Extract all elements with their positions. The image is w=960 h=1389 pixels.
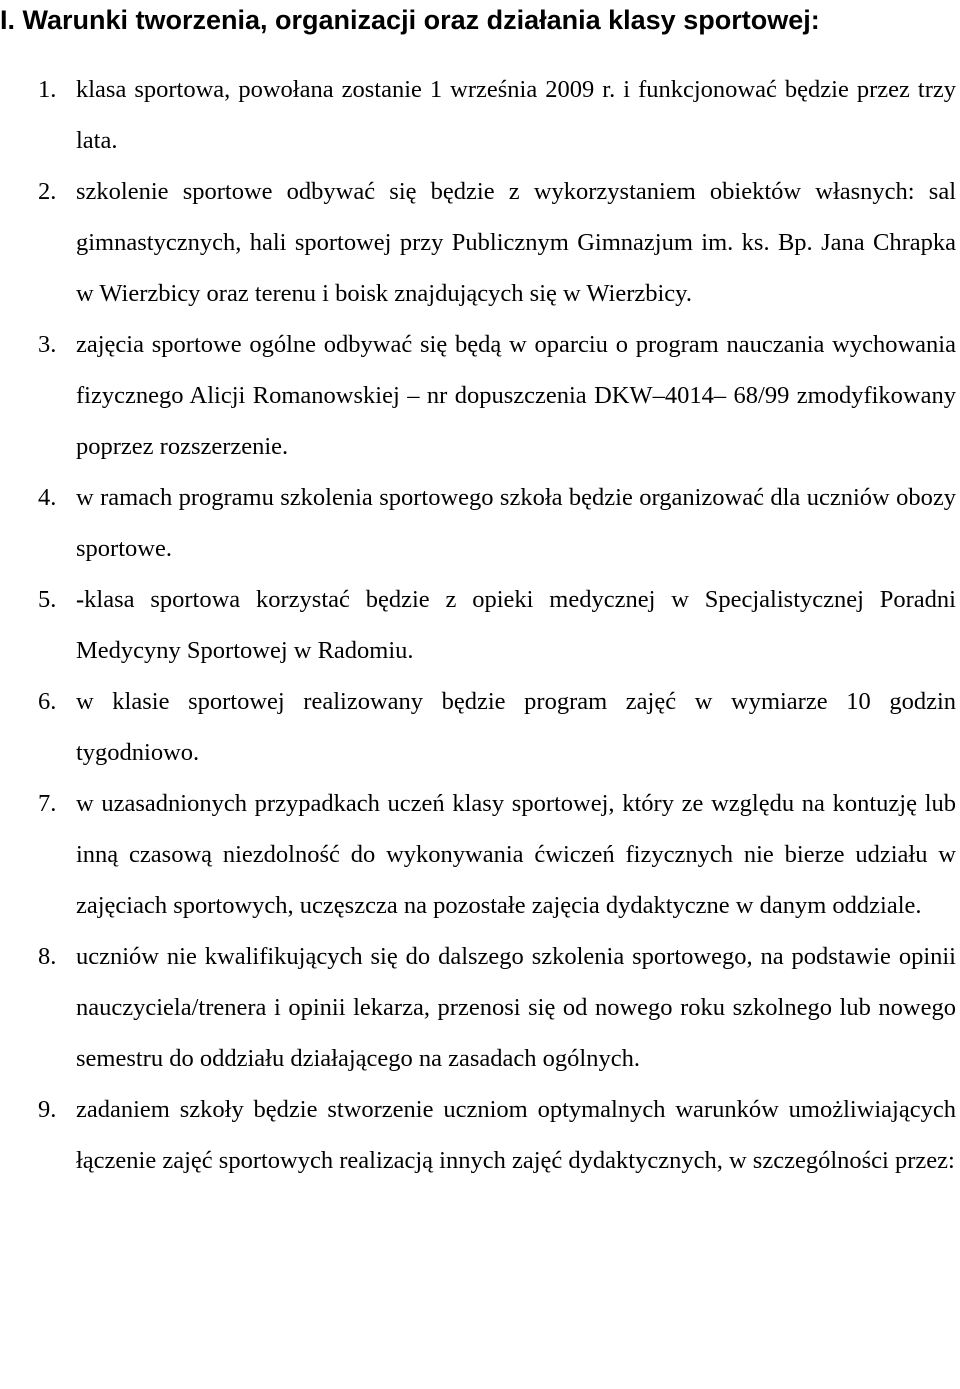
- list-item: [0, 319, 960, 472]
- list-item-text: zajęcia sportowe ogólne odbywać się będą w oparciu o program nauczania wychowania fizycznego Alicji Romanowskiej – nr dopuszczenia DKW–4014– 68/99 zmodyfikowany poprzez rozszerzenie.: [76, 331, 956, 460]
- list-item: [0, 472, 960, 574]
- list-item-text: w klasie sportowej realizowany będzie program zajęć w wymiarze 10 godzin tygodniowo.: [76, 688, 956, 766]
- list-item-number: 4.: [38, 484, 57, 511]
- list-item-text: klasa sportowa korzystać będzie z opieki medycznej w Specjalistycznej Poradni Medycyny Sportowej w Radomiu.: [76, 586, 956, 664]
- list-item-text: uczniów nie kwalifikujących się do dalszego szkolenia sportowego, na podstawie opinii nauczyciela/trenera i opinii lekarza, przenosi się od nowego roku szkolnego lub nowego semestru do oddziału działającego na zasadach ogólnych.: [76, 943, 956, 1072]
- list-item-number: 1.: [38, 76, 57, 103]
- list-item-number: 5.: [38, 586, 57, 613]
- list-item-number: 9.: [38, 1096, 57, 1123]
- list-item-number: 3.: [38, 331, 57, 358]
- list-item-number: 2.: [38, 178, 57, 205]
- list-item-number: 8.: [38, 943, 57, 970]
- list-item: [0, 778, 960, 931]
- list-item-number: 6.: [38, 688, 57, 715]
- list-item: [0, 676, 960, 778]
- list-item: [0, 64, 960, 166]
- list-item-text: w ramach programu szkolenia sportowego szkoła będzie organizować dla uczniów obozy sportowe.: [76, 484, 956, 562]
- conditions-list: [0, 64, 960, 1186]
- list-item-text: w uzasadnionych przypadkach uczeń klasy sportowej, który ze względu na kontuzję lub inną czasową niezdolność do wykonywania ćwiczeń fizycznych nie bierze udziału w zajęciach sportowych, uczęszcza na pozostałe zajęcia dydaktyczne w danym oddziale.: [76, 790, 956, 919]
- list-item-text: zadaniem szkoły będzie stworzenie uczniom optymalnych warunków umożliwiających łączenie zajęć sportowych realizacją innych zajęć dydaktycznych, w szczególności przez:: [76, 1096, 956, 1174]
- list-item: [0, 1084, 960, 1186]
- list-item-text: szkolenie sportowe odbywać się będzie z wykorzystaniem obiektów własnych: sal gimnastycznych, hali sportowej przy Publicznym Gimnazjum im. ks. Bp. Jana Chrapka w Wierzbicy oraz terenu i boisk znajdujących się w Wierzbicy.: [76, 178, 956, 307]
- list-item-dash: -: [76, 586, 85, 613]
- list-item-text: klasa sportowa, powołana zostanie 1 września 2009 r. i funkcjonować będzie przez trzy lata.: [76, 76, 956, 154]
- list-item: [0, 931, 960, 1084]
- list-item-number: 7.: [38, 790, 57, 817]
- list-item: [0, 166, 960, 319]
- section-heading: I. Warunki tworzenia, organizacji oraz działania klasy sportowej:: [0, 5, 820, 35]
- list-item: [0, 574, 960, 676]
